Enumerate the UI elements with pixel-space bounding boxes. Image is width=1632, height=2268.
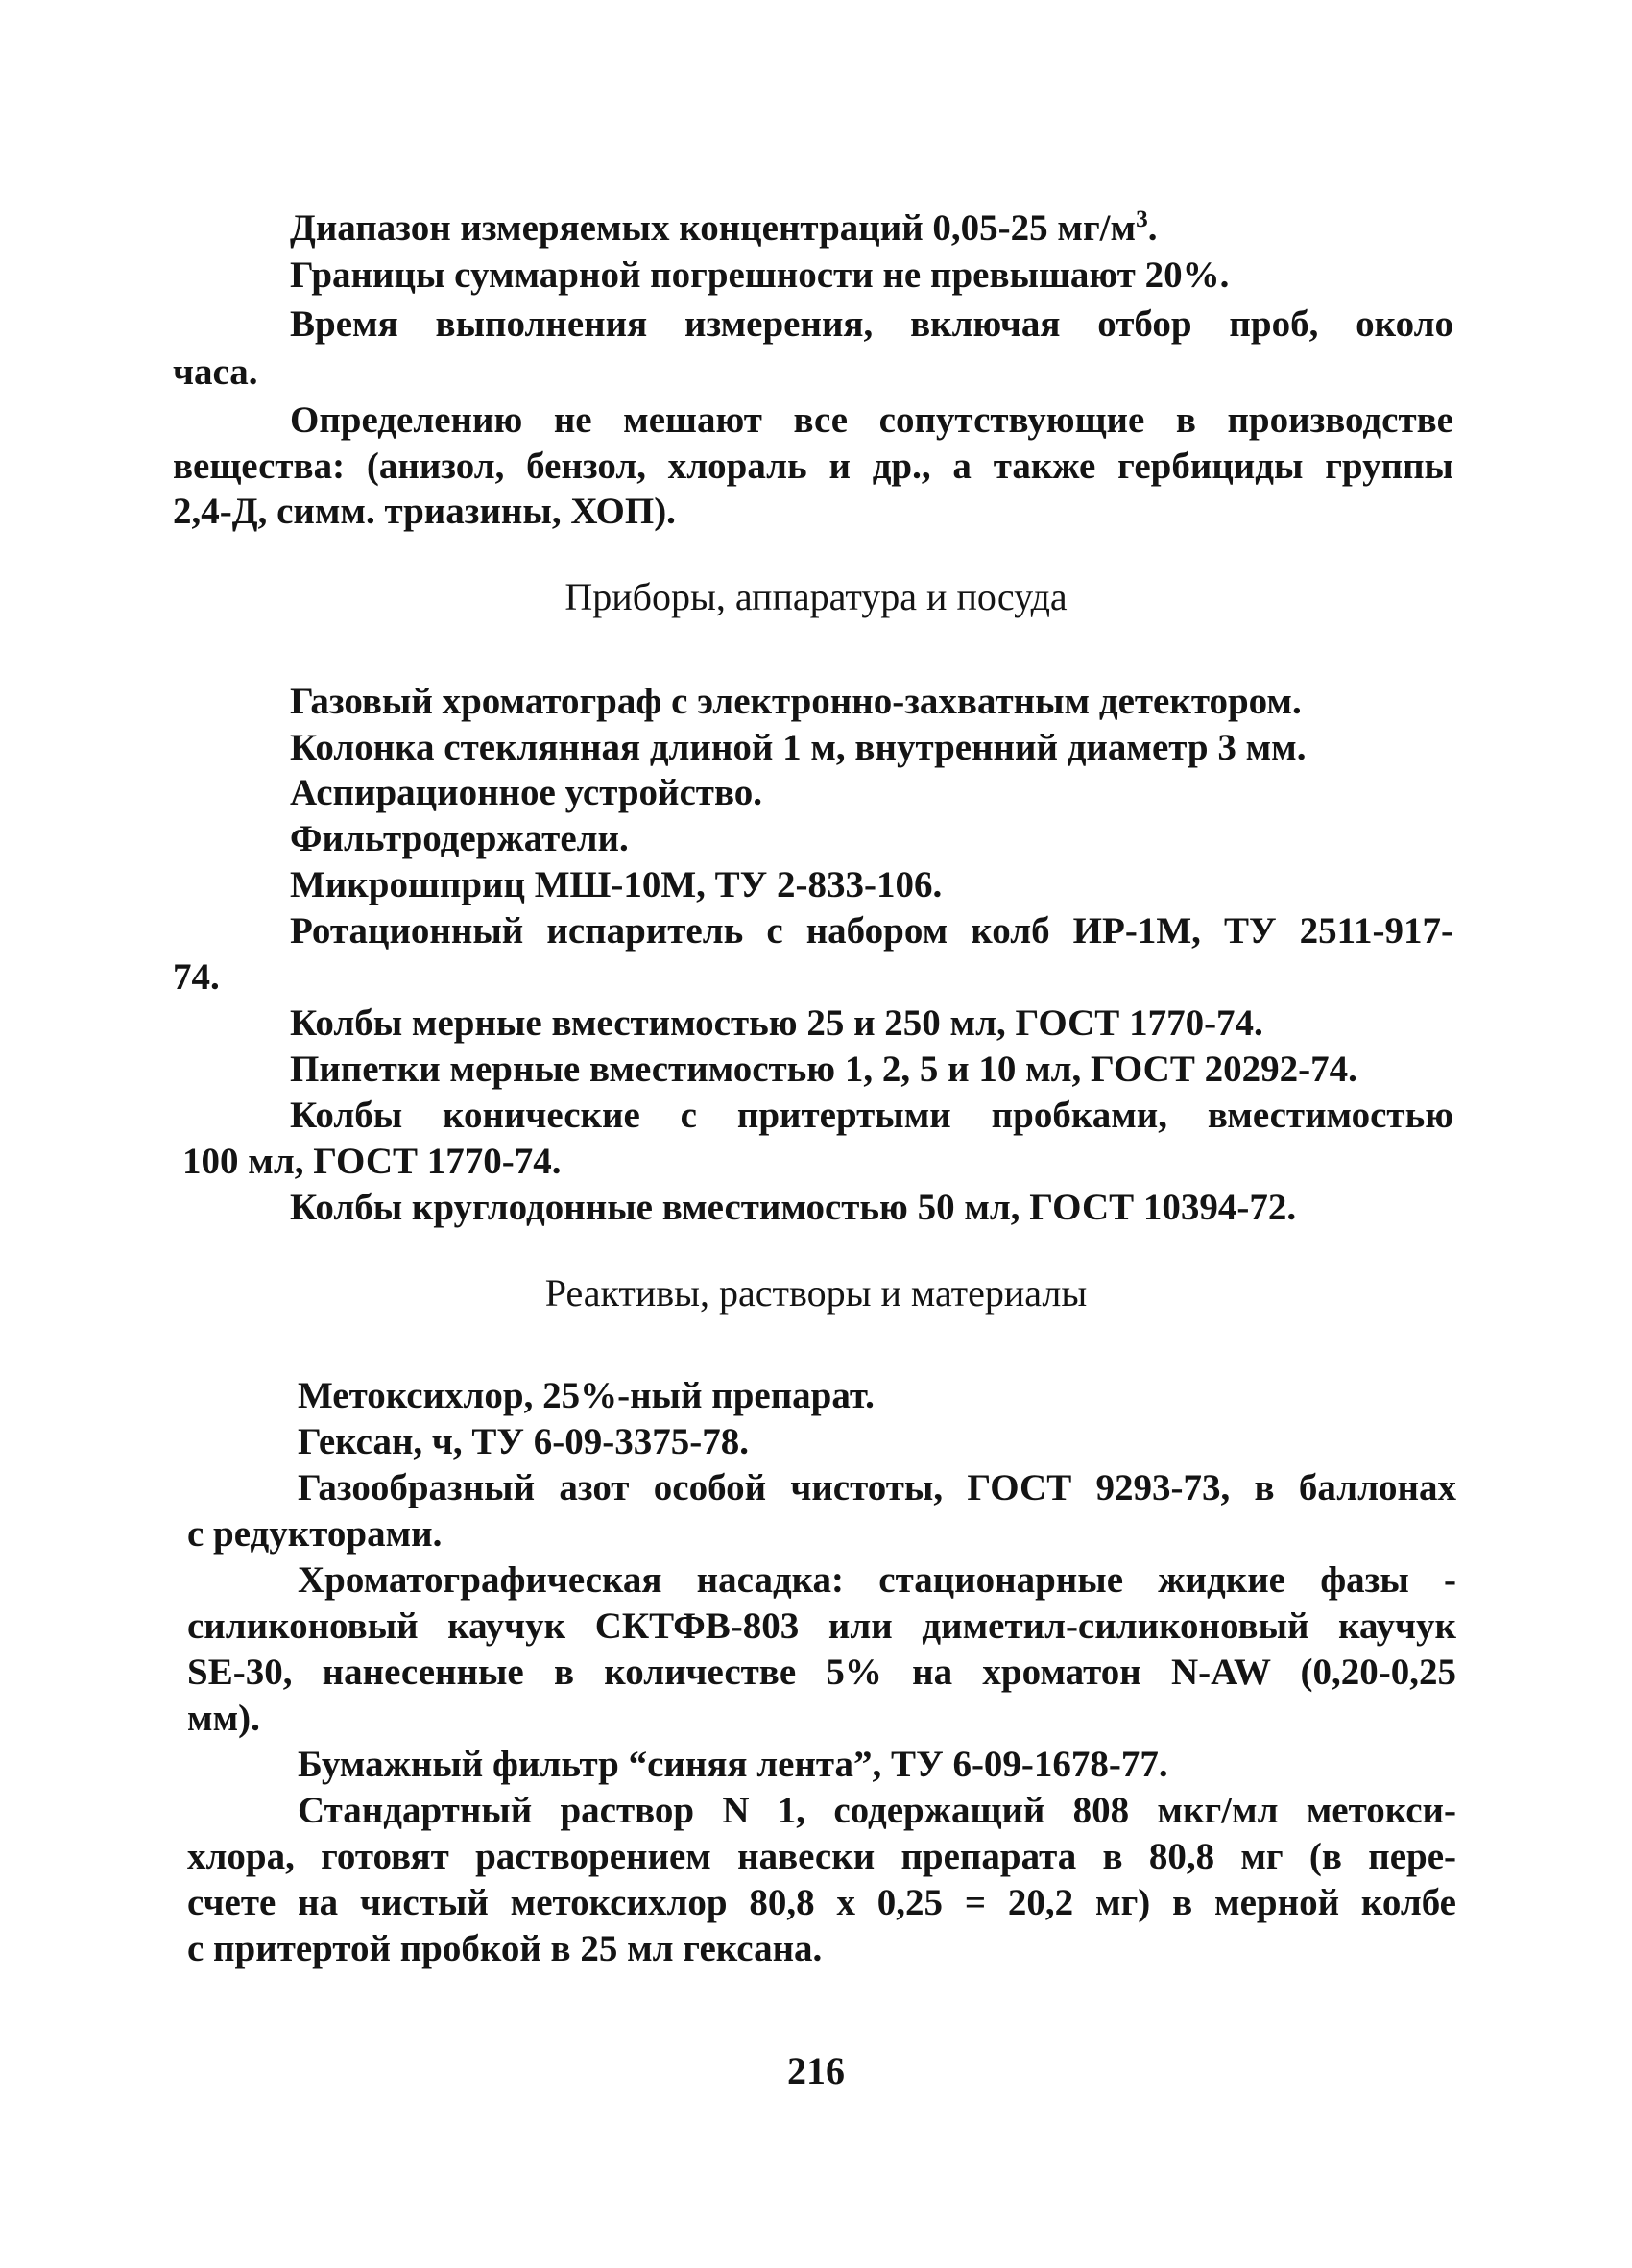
concentration-range-text: Диапазон измеряемых концентраций 0,05-25 мг/м (290, 207, 1137, 249)
equipment-line: Колбы мерные вместимостью 25 и 250 мл, ГОСТ 1770-74. (290, 1002, 1263, 1044)
reagent-line: Бумажный фильтр “синяя лента”, ТУ 6-09-1678-77. (298, 1744, 1168, 1785)
equipment-line: Ротационный испаритель с набором колб ИР-1М, ТУ 2511-917- (290, 910, 1453, 952)
concentration-range-end: . (1147, 207, 1158, 249)
interference-line-2: вещества: (анизол, бензол, хлораль и др., а также гербициды группы (173, 446, 1453, 487)
reagent-line: Стандартный раствор N 1, содержащий 808 мкг/мл метокси- (298, 1790, 1456, 1831)
reagent-line: силиконовый каучук СКТФВ-803 или диметил-силиконовый каучук (187, 1605, 1456, 1647)
page-number: 216 (787, 2049, 845, 2092)
equipment-line: Колбы круглодонные вместимостью 50 мл, ГОСТ 10394-72. (290, 1187, 1297, 1228)
equipment-line: Аспирационное устройство. (290, 772, 762, 813)
reagent-line: Хроматографическая насадка: стационарные жидкие фазы - (298, 1559, 1456, 1601)
equipment-line: Пипетки мерные вместимостью 1, 2, 5 и 10 мл, ГОСТ 20292-74. (290, 1049, 1357, 1090)
reagent-line: хлора, готовят растворением навески препарата в 80,8 мг (в пере- (187, 1836, 1456, 1877)
cubic-superscript: 3 (1136, 205, 1148, 233)
reagent-line: Гексан, ч, ТУ 6-09-3375-78. (298, 1421, 749, 1462)
equipment-line: 100 мл, ГОСТ 1770-74. (182, 1141, 562, 1182)
reagent-line: мм). (187, 1698, 260, 1739)
reagent-line: с притертой пробкой в 25 мл гексана. (187, 1928, 823, 1969)
reagent-line: Метоксихлор, 25%-ный препарат. (298, 1375, 875, 1416)
error-limit-line: Границы суммарной погрешности не превышают 20%. (290, 254, 1230, 296)
reagents-heading: Реактивы, растворы и материалы (544, 1271, 1088, 1315)
concentration-range-line (290, 205, 1158, 249)
measurement-time-line-1: Время выполнения измерения, включая отбор проб, около (290, 303, 1453, 345)
equipment-line: 74. (173, 956, 220, 998)
equipment-line: Фильтродержатели. (290, 818, 629, 859)
equipment-line: Микрошприц МШ-10М, ТУ 2-833-106. (290, 864, 943, 905)
reagent-line: Газообразный азот особой чистоты, ГОСТ 9293-73, в баллонах (298, 1467, 1456, 1508)
equipment-line: Колбы конические с притертыми пробками, вместимостью (290, 1095, 1453, 1136)
equipment-line: Газовый хроматограф с электронно-захватным детектором. (290, 681, 1302, 722)
equipment-heading: Приборы, аппаратура и посуда (564, 575, 1068, 618)
interference-line-3: 2,4-Д, симм. триазины, ХОП). (173, 491, 676, 532)
reagent-line: счете на чистый метоксихлор 80,8 х 0,25 = 20,2 мг) в мерной колбе (187, 1882, 1456, 1923)
interference-line-1: Определению не мешают все сопутствующие в производстве (290, 399, 1453, 441)
equipment-line: Колонка стеклянная длиной 1 м, внутренний диаметр 3 мм. (290, 727, 1307, 768)
reagent-line: с редукторами. (187, 1513, 443, 1555)
reagent-line: SE-30, нанесенные в количестве 5% на хроматон N-AW (0,20-0,25 (187, 1652, 1456, 1693)
measurement-time-line-2: часа. (173, 351, 258, 393)
